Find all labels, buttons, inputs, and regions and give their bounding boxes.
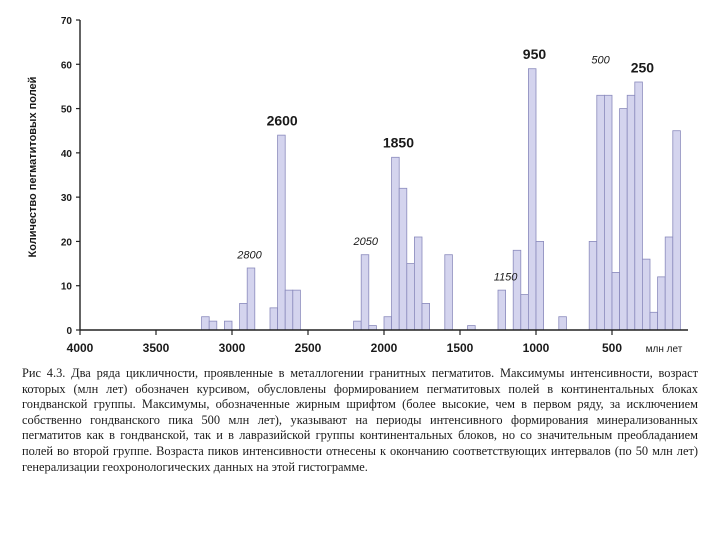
y-tick-label: 20: [60, 237, 72, 249]
bar: [209, 321, 217, 330]
bar: [536, 241, 544, 330]
peak-label-bold: 250: [630, 59, 655, 76]
bar: [293, 290, 301, 330]
bar: [392, 157, 400, 330]
y-tick-label: 50: [60, 104, 72, 116]
bar: [354, 321, 362, 330]
y-tick-label: 30: [60, 193, 72, 205]
bar: [559, 317, 567, 330]
x-tick-label: 3500: [142, 341, 170, 355]
bar: [202, 317, 210, 330]
bars-layer: [202, 69, 681, 330]
bar: [650, 312, 658, 330]
bar: [620, 109, 628, 330]
x-tick-label: 1000: [522, 341, 550, 355]
labels-layer: [27, 16, 683, 355]
bar: [224, 321, 232, 330]
peak-label-italic: 2800: [237, 249, 262, 262]
bar: [240, 303, 248, 330]
y-tick-label: 0: [66, 326, 72, 337]
y-tick-label: 10: [60, 281, 72, 293]
bar: [270, 308, 278, 330]
bar: [658, 277, 666, 330]
figure-caption: [22, 366, 698, 475]
caption-text: Рис 4.3. Два ряда цикличности, проявленные в металлогении гранитных пегматитов. Максимумы интенсивности, возраст которых (млн лет) обозначен курсивом, обусловлены формированием пегматитовых полей в континентальных блоках гондванской группы. Максимумы, обозначенные жирным шрифтом (более высокие, чем в первом ряду, за исключением собственно гондванского пика 500 млн лет), указывают на периоды интенсивного формирования минерализованных пегматитов как в гондванской, так и в лавразийской группы континентальных блоков, но со значительным преобладанием полей во второй группе. Возраста пиков интенсивности отнесены к окончанию соответствующих интервалов (по 50 млн лет) генерализации геохронологических данных на этой гистограмме.: [22, 366, 698, 474]
x-tick-label: 500: [601, 341, 623, 355]
bar: [384, 317, 392, 330]
peak-label-italic: 500: [591, 54, 610, 67]
bar: [612, 272, 620, 330]
bar: [445, 255, 453, 330]
bar: [635, 82, 643, 330]
bar: [673, 131, 681, 330]
peak-label-italic: 1150: [493, 271, 518, 284]
bar: [665, 237, 673, 330]
x-tick-label: 2500: [294, 341, 322, 355]
peak-label-bold: 950: [522, 46, 547, 63]
bar: [597, 95, 605, 330]
x-tick-label: 3000: [218, 341, 246, 355]
bar: [399, 188, 407, 330]
bar: [414, 237, 422, 330]
bar: [247, 268, 255, 330]
y-tick-label: 60: [60, 60, 72, 72]
bar: [528, 69, 536, 330]
bar: [521, 295, 529, 330]
peak-label-bold: 2600: [266, 112, 298, 129]
bar: [285, 290, 293, 330]
bar: [498, 290, 506, 330]
x-tick-label: 4000: [66, 341, 94, 355]
y-tick-label: 40: [60, 148, 72, 160]
bar: [627, 95, 635, 330]
x-axis-label: млн лет: [645, 344, 683, 355]
peak-label-bold: 1850: [382, 134, 415, 151]
bar: [361, 255, 369, 330]
bar: [278, 135, 286, 330]
x-tick-label: 1500: [446, 341, 474, 355]
bar: [513, 250, 521, 330]
y-tick-label: 70: [60, 16, 72, 27]
peak-label-italic: 2050: [353, 236, 379, 249]
bar: [407, 264, 415, 330]
bar: [422, 303, 430, 330]
bar: [604, 95, 612, 330]
bar: [589, 241, 597, 330]
y-axis-label: Количество пегматитовых полей: [27, 76, 39, 258]
bar: [642, 259, 650, 330]
x-tick-label: 2000: [370, 341, 398, 355]
